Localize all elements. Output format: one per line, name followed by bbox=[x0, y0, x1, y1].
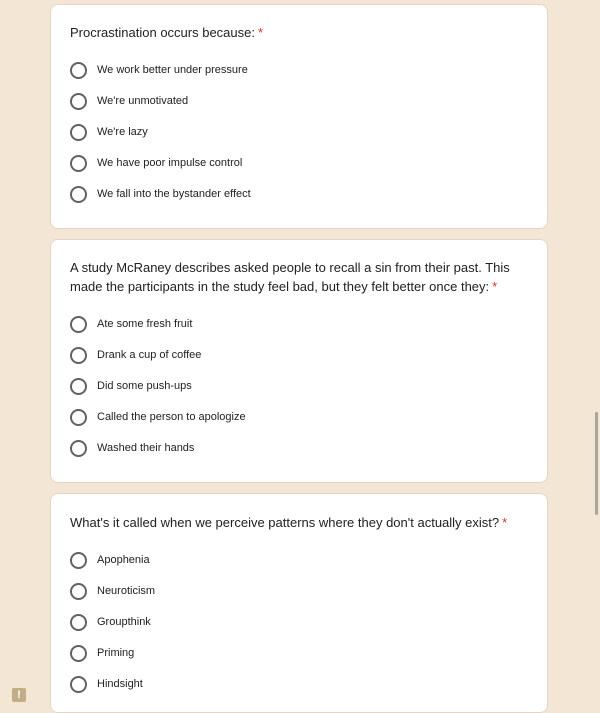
radio-circle-icon[interactable] bbox=[70, 614, 87, 631]
radio-option[interactable] bbox=[70, 123, 148, 141]
option-label: Ate some fresh fruit bbox=[97, 318, 193, 330]
scrollbar-thumb[interactable] bbox=[595, 412, 598, 515]
radio-option[interactable] bbox=[70, 377, 192, 395]
radio-circle-icon[interactable] bbox=[70, 409, 87, 426]
radio-option[interactable] bbox=[70, 154, 242, 172]
radio-circle-icon[interactable] bbox=[70, 62, 87, 79]
question-text-1: Procrastination occurs because: bbox=[70, 25, 255, 40]
radio-circle-icon[interactable] bbox=[70, 347, 87, 364]
option-label: Priming bbox=[97, 647, 135, 659]
question-card-2 bbox=[50, 239, 548, 483]
radio-circle-icon[interactable] bbox=[70, 124, 87, 141]
radio-circle-icon[interactable] bbox=[70, 378, 87, 395]
radio-circle-icon[interactable] bbox=[70, 93, 87, 110]
radio-option[interactable] bbox=[70, 439, 194, 457]
radio-option[interactable] bbox=[70, 675, 143, 693]
required-asterisk: * bbox=[492, 279, 498, 294]
radio-circle-icon[interactable] bbox=[70, 155, 87, 172]
question-title-1 bbox=[70, 23, 527, 42]
radio-option[interactable] bbox=[70, 92, 188, 110]
radio-circle-icon[interactable] bbox=[70, 552, 87, 569]
radio-circle-icon[interactable] bbox=[70, 440, 87, 457]
option-label: Groupthink bbox=[97, 616, 151, 628]
radio-option[interactable] bbox=[70, 551, 150, 569]
radio-option[interactable] bbox=[70, 61, 248, 79]
question-text-2: A study McRaney describes asked people to recall a sin from their past. This made the participants in the study feel bad, but they felt better once they: bbox=[70, 260, 510, 294]
question-title-3 bbox=[70, 513, 527, 532]
radio-option[interactable] bbox=[70, 185, 251, 203]
radio-option[interactable] bbox=[70, 582, 155, 600]
radio-option[interactable] bbox=[70, 346, 201, 364]
radio-option[interactable] bbox=[70, 613, 151, 631]
option-label: We're lazy bbox=[97, 126, 148, 138]
report-problem-icon[interactable]: ! bbox=[12, 688, 26, 702]
option-label: Drank a cup of coffee bbox=[97, 349, 202, 361]
radio-circle-icon[interactable] bbox=[70, 186, 87, 203]
question-title-2 bbox=[70, 258, 527, 296]
radio-circle-icon[interactable] bbox=[70, 583, 87, 600]
option-label: Hindsight bbox=[97, 678, 143, 690]
radio-option[interactable] bbox=[70, 315, 192, 333]
option-label: Apophenia bbox=[97, 554, 150, 566]
radio-circle-icon[interactable] bbox=[70, 316, 87, 333]
required-asterisk: * bbox=[257, 25, 264, 40]
option-label: We're unmotivated bbox=[97, 95, 189, 107]
question-text-3: What's it called when we perceive patterns where they don't actually exist? bbox=[70, 515, 500, 530]
option-label: Washed their hands bbox=[97, 442, 195, 454]
radio-circle-icon[interactable] bbox=[70, 645, 87, 662]
radio-option[interactable] bbox=[70, 644, 134, 662]
option-label: Neuroticism bbox=[97, 585, 156, 597]
option-label: Called the person to apologize bbox=[97, 411, 246, 423]
radio-circle-icon[interactable] bbox=[70, 676, 87, 693]
option-label: We work better under pressure bbox=[97, 64, 248, 76]
radio-option[interactable] bbox=[70, 408, 246, 426]
required-asterisk: * bbox=[502, 515, 508, 530]
question-card-3 bbox=[50, 493, 548, 713]
question-card-1 bbox=[50, 4, 548, 229]
option-label: Did some push-ups bbox=[97, 380, 192, 392]
option-label: We have poor impulse control bbox=[97, 157, 243, 169]
option-label: We fall into the bystander effect bbox=[97, 188, 251, 200]
